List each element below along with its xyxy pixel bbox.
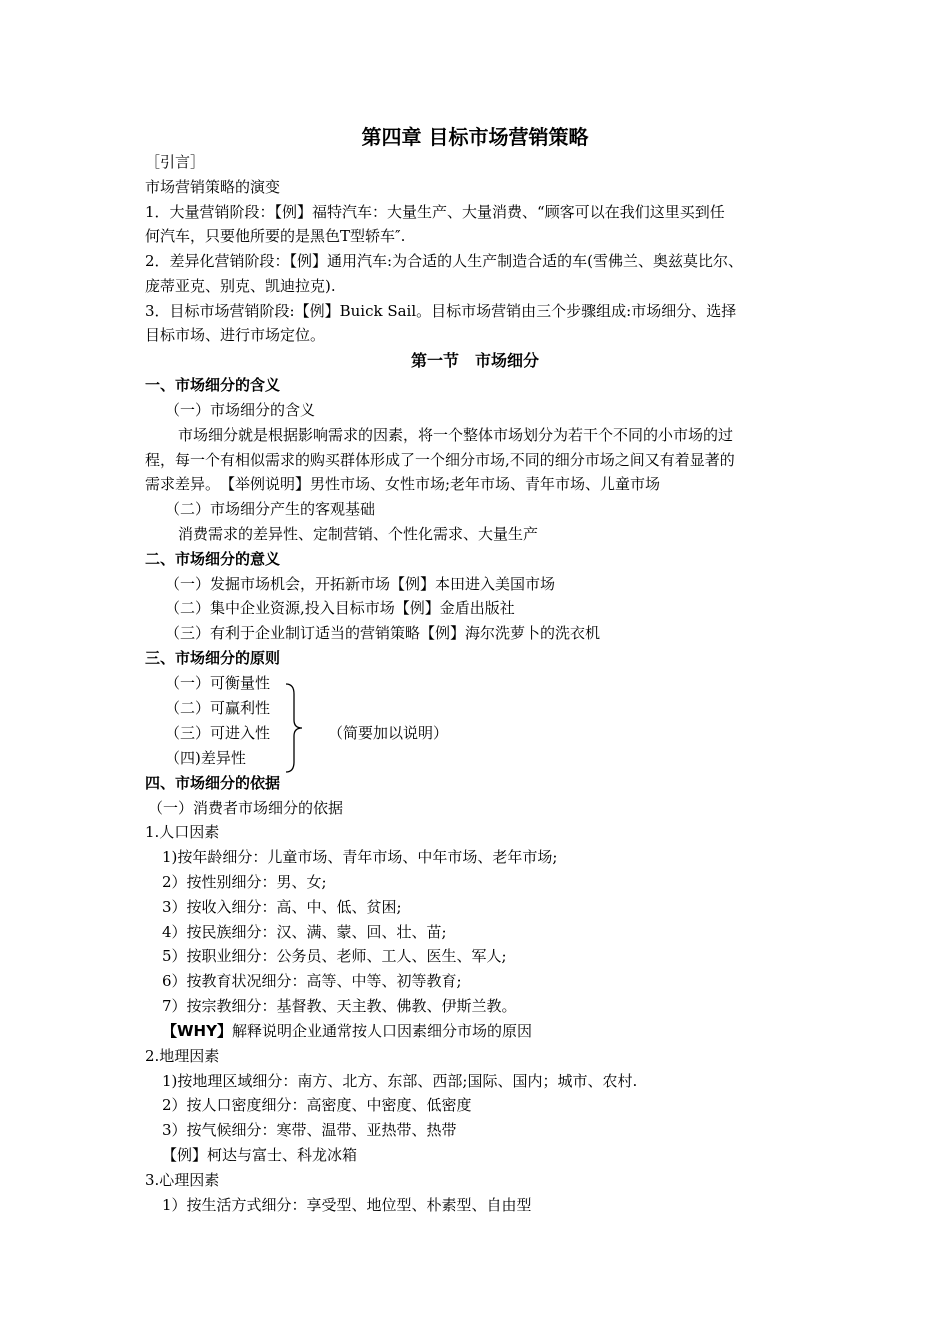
why-note bbox=[162, 1019, 532, 1044]
paragraph-line: 庞蒂亚克、别克、凯迪拉克). bbox=[145, 277, 336, 295]
why-text: 解释说明企业通常按人口因素细分市场的原因 bbox=[231, 1022, 532, 1040]
list-item: 6）按教育状况细分：高等、中等、初等教育; bbox=[162, 972, 462, 990]
list-item: 5）按职业细分：公务员、老师、工人、医生、军人; bbox=[162, 947, 507, 965]
subheading: （一）消费者市场细分的依据 bbox=[148, 799, 344, 817]
chapter-title: 第四章 目标市场营销策略 bbox=[361, 125, 589, 149]
paragraph-line: 需求差异。 【举例说明】男性市场、女性市场;老年市场、青年市场、儿童市场 bbox=[145, 475, 661, 493]
list-item: （二）可赢利性 bbox=[165, 699, 271, 717]
heading: 一、市场细分的含义 bbox=[145, 376, 281, 394]
list-item: 7）按宗教细分：基督教、天主教、佛教、伊斯兰教。 bbox=[162, 997, 517, 1015]
heading: 二、市场细分的意义 bbox=[145, 550, 281, 568]
list-item: （三）可进入性 bbox=[165, 724, 271, 742]
list-item: （一）可衡量性 bbox=[165, 674, 271, 692]
subheading: （一）市场细分的含义 bbox=[165, 401, 316, 419]
principles-note: （简要加以说明） bbox=[328, 724, 449, 742]
example-note: 【例】柯达与富士、科龙冰箱 bbox=[162, 1146, 358, 1164]
subheading: （二）市场细分产生的客观基础 bbox=[165, 500, 376, 518]
why-tag: 【WHY】 bbox=[162, 1022, 232, 1040]
brace-icon bbox=[282, 682, 306, 774]
list-item: 3）按收入细分：高、中、低、贫困; bbox=[162, 898, 402, 916]
section-title: 第一节 市场细分 bbox=[410, 351, 539, 370]
list-item: 1)按年龄细分：儿童市场、青年市场、中年市场、老年市场; bbox=[162, 848, 558, 866]
paragraph-line: 消费需求的差异性、定制营销、个性化需求、大量生产 bbox=[178, 525, 539, 543]
intro-label: ［引言］ bbox=[145, 153, 206, 171]
list-item: 2）按人口密度细分：高密度、中密度、低密度 bbox=[162, 1096, 472, 1114]
factor-heading: 1.人口因素 bbox=[145, 823, 220, 841]
factor-heading: 3.心理因素 bbox=[145, 1171, 220, 1189]
heading: 三、市场细分的原则 bbox=[145, 649, 281, 667]
heading: 四、市场细分的依据 bbox=[145, 774, 281, 792]
list-item: 2）按性别细分：男、女; bbox=[162, 873, 327, 891]
paragraph-line: 2．差异化营销阶段：【例】通用汽车:为合适的人生产制造合适的车(雪佛兰、奥兹莫比尔、 bbox=[145, 252, 743, 270]
factor-heading: 2.地理因素 bbox=[145, 1047, 220, 1065]
list-item: （三）有利于企业制订适当的营销策略【例】海尔洗萝卜的洗衣机 bbox=[165, 624, 601, 642]
paragraph-line: 1．大量营销阶段：【例】福特汽车：大量生产、大量消费、“顾客可以在我们这里买到任 bbox=[145, 203, 725, 221]
paragraph-line: 3．目标市场营销阶段:【例】Buick Sail。目标市场营销由三个步骤组成:市场细分、选择 bbox=[145, 302, 737, 320]
list-item: 1）按生活方式细分：享受型、地位型、朴素型、自由型 bbox=[162, 1196, 532, 1214]
paragraph-line: 程，每一个有相似需求的购买群体形成了一个细分市场,不同的细分市场之间又有着显著的 bbox=[145, 451, 735, 469]
paragraph-line: 目标市场、进行市场定位。 bbox=[145, 326, 326, 344]
list-item: （一）发掘市场机会，开拓新市场【例】本田进入美国市场 bbox=[165, 575, 556, 593]
list-item: 1)按地理区域细分：南方、北方、东部、西部;国际、国内；城市、农村. bbox=[162, 1072, 638, 1090]
paragraph-line: 何汽车，只要他所要的是黑色T型轿车″. bbox=[145, 227, 406, 245]
list-item: （二）集中企业资源,投入目标市场【例】金盾出版社 bbox=[165, 599, 515, 617]
list-item: 4）按民族细分：汉、满、蒙、回、壮、苗; bbox=[162, 923, 447, 941]
list-item: （四)差异性 bbox=[165, 749, 246, 767]
list-item: 3）按气候细分：寒带、温带、亚热带、热带 bbox=[162, 1121, 457, 1139]
paragraph-line: 市场细分就是根据影响需求的因素，将一个整体市场划分为若干个不同的小市场的过 bbox=[178, 426, 734, 444]
intro-heading: 市场营销策略的演变 bbox=[145, 178, 281, 196]
